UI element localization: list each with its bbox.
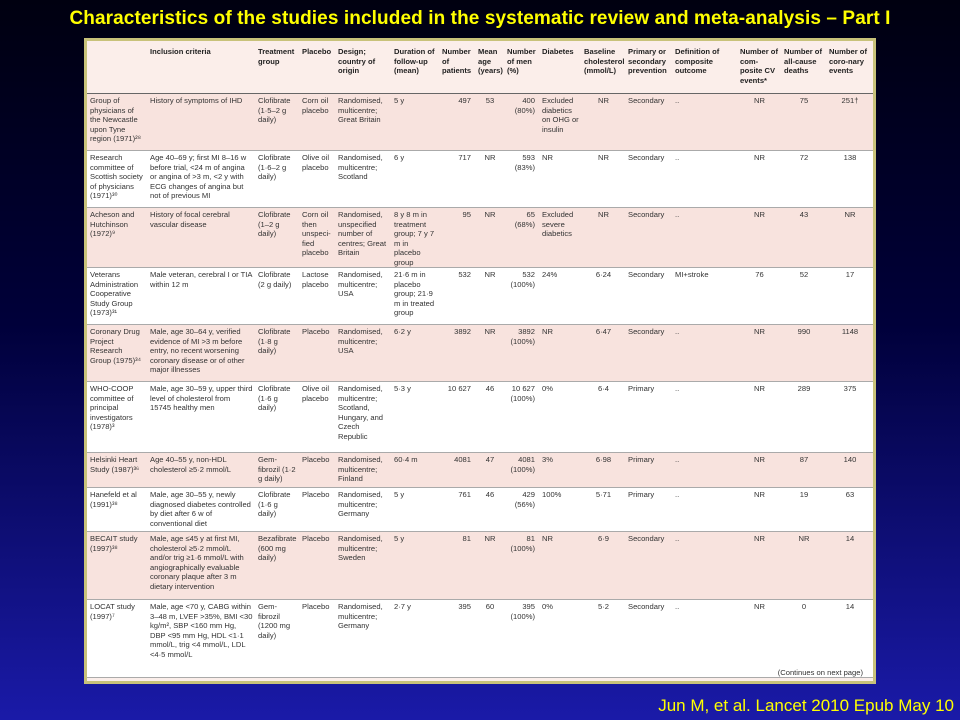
cell-diabetes: 24%: [542, 270, 558, 279]
cell-treatment: Clofibrate (1·6 g daily): [258, 384, 291, 412]
cell-treatment: Gem-fibrozil (1200 mg daily): [258, 602, 291, 640]
cell-cholesterol: 6·24: [595, 270, 612, 279]
cell-patients: 395: [458, 602, 471, 611]
cell-criteria: Male veteran, cerebral I or TIA within 12 m: [150, 270, 252, 289]
cell-study: Helsinki Heart Study (1987)³⁶: [90, 455, 140, 474]
cell-placebo: Placebo: [302, 490, 330, 499]
cell-men: 429 (56%): [514, 490, 535, 509]
cell-cv-events: NR: [754, 534, 765, 543]
cell-study: Veterans Administration Cooperative Study Group (1973)³¹: [90, 270, 139, 317]
cell-treatment: Clofibrate (1–2 g daily): [258, 210, 291, 238]
cell-criteria: Male, age 30–64 y, verified evidence of MI >3 m before entry, no recent worsening coronary disease or of other major illnesses: [150, 327, 245, 374]
cell-outcome: ..: [675, 210, 680, 219]
cell-coronary: NR: [844, 210, 856, 219]
cell-coronary: 14: [845, 602, 855, 611]
cell-patients: 10 627: [447, 384, 471, 393]
table-row: [87, 488, 873, 532]
header-men: Number of men (%): [504, 41, 539, 94]
cell-cholesterol: 6·4: [598, 384, 609, 393]
cell-design: Randomised, multicentre; Germany: [338, 602, 383, 630]
cell-design: Randomised, multicentre; Sweden: [338, 534, 383, 562]
table-body: [87, 94, 873, 678]
table-row: [87, 151, 873, 208]
cell-coronary: 140: [843, 455, 857, 464]
cell-men: 65 (68%): [514, 210, 535, 229]
cell-men: 532 (100%): [510, 270, 535, 289]
cell-design: Randomised, multicentre; Great Britain: [338, 96, 383, 124]
cell-cv-events: NR: [754, 602, 765, 611]
cell-cv-events: NR: [754, 384, 765, 393]
cell-prevention: Secondary: [628, 153, 665, 162]
cell-diabetes: NR: [542, 327, 553, 336]
table-row: [87, 325, 873, 382]
cell-criteria: Age 40–55 y, non-HDL cholesterol ≥5·2 mmol/L: [150, 455, 231, 474]
cell-diabetes: NR: [542, 534, 553, 543]
cell-placebo: Placebo: [302, 455, 330, 464]
cell-men: 395 (100%): [510, 602, 535, 621]
cell-deaths: 289: [797, 384, 811, 393]
cell-duration: 8 y 8 m in treatment group; 7 y 7 m in placebo group: [394, 210, 435, 267]
cell-patients: 532: [458, 270, 471, 279]
cell-design: Randomised, multicentre; USA: [338, 270, 383, 298]
cell-outcome: ..: [675, 153, 680, 162]
cell-cv-events: NR: [754, 455, 765, 464]
cell-outcome: ..: [675, 455, 680, 464]
cell-age: 53: [485, 96, 495, 105]
cell-coronary: 14: [845, 534, 855, 543]
cell-outcome: ..: [675, 384, 680, 393]
cell-study: Hanefeld et al (1991)³⁸: [90, 490, 137, 509]
cell-criteria: Age 40–69 y; first MI 8–16 w before trial, <24 m of angina or angina of >3 m, <2 y with ECG changes of angina but not of previous MI: [150, 153, 247, 200]
cell-cv-events: 76: [755, 270, 764, 279]
cell-cholesterol: 6·98: [595, 455, 612, 464]
continues-note: (Continues on next page): [777, 668, 863, 677]
cell-men: 81 (100%): [510, 534, 535, 553]
cell-outcome: MI+stroke: [675, 270, 709, 279]
table-row: [87, 208, 873, 268]
cell-deaths: 87: [799, 455, 809, 464]
cell-diabetes: 0%: [542, 602, 553, 611]
cell-age: NR: [484, 327, 496, 336]
cell-outcome: ..: [675, 490, 680, 499]
slide-title: Characteristics of the studies included in the systematic review and meta-analysis – Part I: [69, 8, 891, 29]
cell-coronary: 138: [843, 153, 857, 162]
cell-study: LOCAT study (1997)⁷: [90, 602, 135, 621]
cell-patients: 3892: [454, 327, 471, 336]
cell-criteria: History of focal cerebral vascular disease: [150, 210, 230, 229]
cell-diabetes: Excluded diabetics on OHG or insulin: [542, 96, 579, 134]
cell-prevention: Secondary: [628, 327, 665, 336]
cell-outcome: ..: [675, 534, 680, 543]
table-row: [87, 532, 873, 600]
cell-deaths: 43: [799, 210, 809, 219]
cell-men: 4081 (100%): [510, 455, 535, 474]
cell-age: NR: [484, 270, 496, 279]
cell-prevention: Secondary: [628, 534, 665, 543]
cell-study: Coronary Drug Project Research Group (1975)³⁴: [90, 327, 141, 365]
cell-duration: 5·3 y: [394, 384, 411, 393]
cell-prevention: Secondary: [628, 96, 665, 105]
cell-deaths: 19: [799, 490, 809, 499]
cell-patients: 95: [462, 210, 471, 219]
cell-patients: 497: [458, 96, 471, 105]
cell-duration: 5 y: [394, 490, 405, 499]
cell-duration: 5 y: [394, 96, 405, 105]
header-study: [87, 41, 147, 94]
cell-diabetes: NR: [542, 153, 553, 162]
header-cholesterol: Baseline cholesterol (mmol/L): [581, 41, 625, 94]
cell-criteria: Male, age <70 y, CABG within 3–48 m, LVEF >35%, BMI <30 kg/m², SBP <160 mm Hg, DBP <95 mm Hg, HDL <1·1 mmol/L, trig <4 mmol/L, LDL <4·5 mmol/L: [150, 602, 253, 659]
cell-age: NR: [484, 210, 496, 219]
cell-placebo: Olive oil placebo: [302, 384, 330, 403]
cell-criteria: Male, age ≤45 y at first MI, cholesterol ≥5·2 mmol/L and/or trig ≥1·6 mmol/L with angiographically evaluable coronary plaque after 3 m dietary intervention: [150, 534, 244, 591]
cell-age: NR: [484, 153, 496, 162]
cell-treatment: Gem-fibrozil (1·2 g daily): [258, 455, 296, 483]
header-patients: Number of patients: [439, 41, 475, 94]
cell-patients: 4081: [454, 455, 471, 464]
cell-prevention: Secondary: [628, 602, 665, 611]
cell-placebo: Placebo: [302, 327, 330, 336]
table-header-row: [87, 41, 873, 94]
cell-age: 60: [485, 602, 495, 611]
cell-design: Randomised, unspecified number of centres; Great Britain: [338, 210, 387, 257]
cell-cholesterol: 5·2: [598, 602, 609, 611]
cell-cv-events: NR: [754, 210, 765, 219]
cell-cv-events: NR: [754, 327, 765, 336]
cell-prevention: Primary: [628, 455, 655, 464]
cell-duration: 6 y: [394, 153, 405, 162]
cell-deaths: 75: [799, 96, 809, 105]
citation: Jun M, et al. Lancet 2010 Epub May 10: [658, 696, 954, 715]
table-row: [87, 94, 873, 151]
cell-deaths: 52: [799, 270, 809, 279]
cell-coronary: 1148: [841, 327, 859, 336]
cell-men: 3892 (100%): [510, 327, 535, 346]
cell-cholesterol: NR: [598, 96, 609, 105]
cell-diabetes: 3%: [542, 455, 553, 464]
cell-cholesterol: NR: [598, 210, 609, 219]
table-row: [87, 600, 873, 678]
header-cv-events: Number of com-posite CV events*: [737, 41, 781, 94]
cell-design: Randomised, multicentre; Finland: [338, 455, 383, 483]
cell-cv-events: NR: [754, 96, 765, 105]
table-panel: [84, 38, 876, 684]
cell-design: Randomised, multicentre; USA: [338, 327, 383, 355]
cell-deaths: 72: [799, 153, 809, 162]
cell-study: BECAIT study (1997)³⁸: [90, 534, 138, 553]
cell-duration: 2·7 y: [394, 602, 411, 611]
cell-criteria: History of symptoms of IHD: [150, 96, 243, 105]
cell-treatment: Clofibrate (1·6–2 g daily): [258, 153, 291, 181]
cell-cv-events: NR: [754, 490, 765, 499]
header-design: Design; country of origin: [335, 41, 391, 94]
cell-patients: 717: [458, 153, 471, 162]
cell-men: 400 (80%): [514, 96, 535, 115]
cell-cholesterol: 6·9: [598, 534, 609, 543]
cell-criteria: Male, age 30–55 y, newly diagnosed diabetes controlled by diet after 6 w of conventional diet: [150, 490, 251, 528]
cell-prevention: Secondary: [628, 210, 665, 219]
cell-patients: 761: [458, 490, 471, 499]
cell-placebo: Corn oil placebo: [302, 96, 329, 115]
cell-duration: 5 y: [394, 534, 405, 543]
header-diabetes: Diabetes: [539, 41, 581, 94]
cell-diabetes: 0%: [542, 384, 553, 393]
cell-age: 46: [485, 490, 495, 499]
cell-age: 46: [485, 384, 495, 393]
header-duration: Duration of follow-up (mean): [391, 41, 439, 94]
cell-design: Randomised, multicentre; Germany: [338, 490, 383, 518]
cell-placebo: Placebo: [302, 602, 330, 611]
header-composite-outcome: Definition of composite outcome: [672, 41, 737, 94]
cell-cholesterol: NR: [598, 153, 609, 162]
cell-treatment: Clofibrate (1·8 g daily): [258, 327, 291, 355]
cell-age: NR: [484, 534, 496, 543]
cell-cv-events: NR: [754, 153, 765, 162]
cell-coronary: 17: [845, 270, 855, 279]
cell-age: 47: [485, 455, 495, 464]
cell-design: Randomised, multicentre; Scotland: [338, 153, 383, 181]
cell-diabetes: 100%: [542, 490, 562, 499]
cell-outcome: ..: [675, 602, 680, 611]
cell-study: Group of physicians of the Newcastle upon Tyne region (1971)²⁸: [90, 96, 141, 143]
header-prevention: Primary or secondary prevention: [625, 41, 672, 94]
cell-criteria: Male, age 30–59 y, upper third level of cholesterol from 15745 healthy men: [150, 384, 253, 412]
studies-table: [87, 41, 873, 678]
table-row: [87, 453, 873, 488]
header-mean-age: Mean age (years): [475, 41, 504, 94]
cell-cholesterol: 5·71: [595, 490, 612, 499]
cell-deaths: NR: [798, 534, 810, 543]
header-coronary-events: Number of coro-nary events: [826, 41, 873, 94]
cell-prevention: Secondary: [628, 270, 665, 279]
cell-deaths: 990: [797, 327, 811, 336]
cell-men: 10 627 (100%): [510, 384, 535, 403]
cell-study: Acheson and Hutchinson (1972)⁹: [90, 210, 135, 238]
cell-treatment: Clofibrate (2 g daily): [258, 270, 292, 289]
cell-placebo: Placebo: [302, 534, 330, 543]
cell-cholesterol: 6·47: [595, 327, 612, 336]
cell-prevention: Primary: [628, 384, 655, 393]
table-row: [87, 268, 873, 325]
cell-study: WHO-COOP committee of principal investigators (1978)³: [90, 384, 134, 431]
cell-deaths: 0: [801, 602, 807, 611]
cell-duration: 21·6 m in placebo group; 21·9 m in treated group: [394, 270, 435, 317]
cell-placebo: Lactose placebo: [302, 270, 329, 289]
cell-duration: 6·2 y: [394, 327, 411, 336]
table-row: [87, 382, 873, 453]
header-deaths: Number of all-cause deaths: [781, 41, 826, 94]
cell-diabetes: Excluded severe diabetics: [542, 210, 574, 238]
cell-treatment: Clofibrate (1·6 g daily): [258, 490, 291, 518]
cell-coronary: 375: [843, 384, 857, 393]
header-placebo: Placebo: [299, 41, 335, 94]
cell-coronary: 251†: [841, 96, 859, 105]
cell-treatment: Clofibrate (1·5–2 g daily): [258, 96, 291, 124]
cell-treatment: Bezafibrate (600 mg daily): [258, 534, 297, 562]
cell-coronary: 63: [845, 490, 855, 499]
cell-duration: 60·4 m: [394, 455, 418, 464]
cell-outcome: ..: [675, 96, 680, 105]
cell-placebo: Olive oil placebo: [302, 153, 330, 172]
cell-study: Research committee of Scottish society of physicians (1971)³⁰: [90, 153, 143, 200]
cell-men: 593 (83%): [514, 153, 535, 172]
cell-placebo: Corn oil then unspeci-fied placebo: [302, 210, 331, 257]
cell-prevention: Primary: [628, 490, 655, 499]
cell-outcome: ..: [675, 327, 680, 336]
header-treatment-group: Treatment group: [255, 41, 299, 94]
header-inclusion-criteria: Inclusion criteria: [147, 41, 255, 94]
cell-design: Randomised, multicentre; Scotland, Hungary, and Czech Republic: [338, 384, 384, 441]
cell-patients: 81: [462, 534, 471, 543]
